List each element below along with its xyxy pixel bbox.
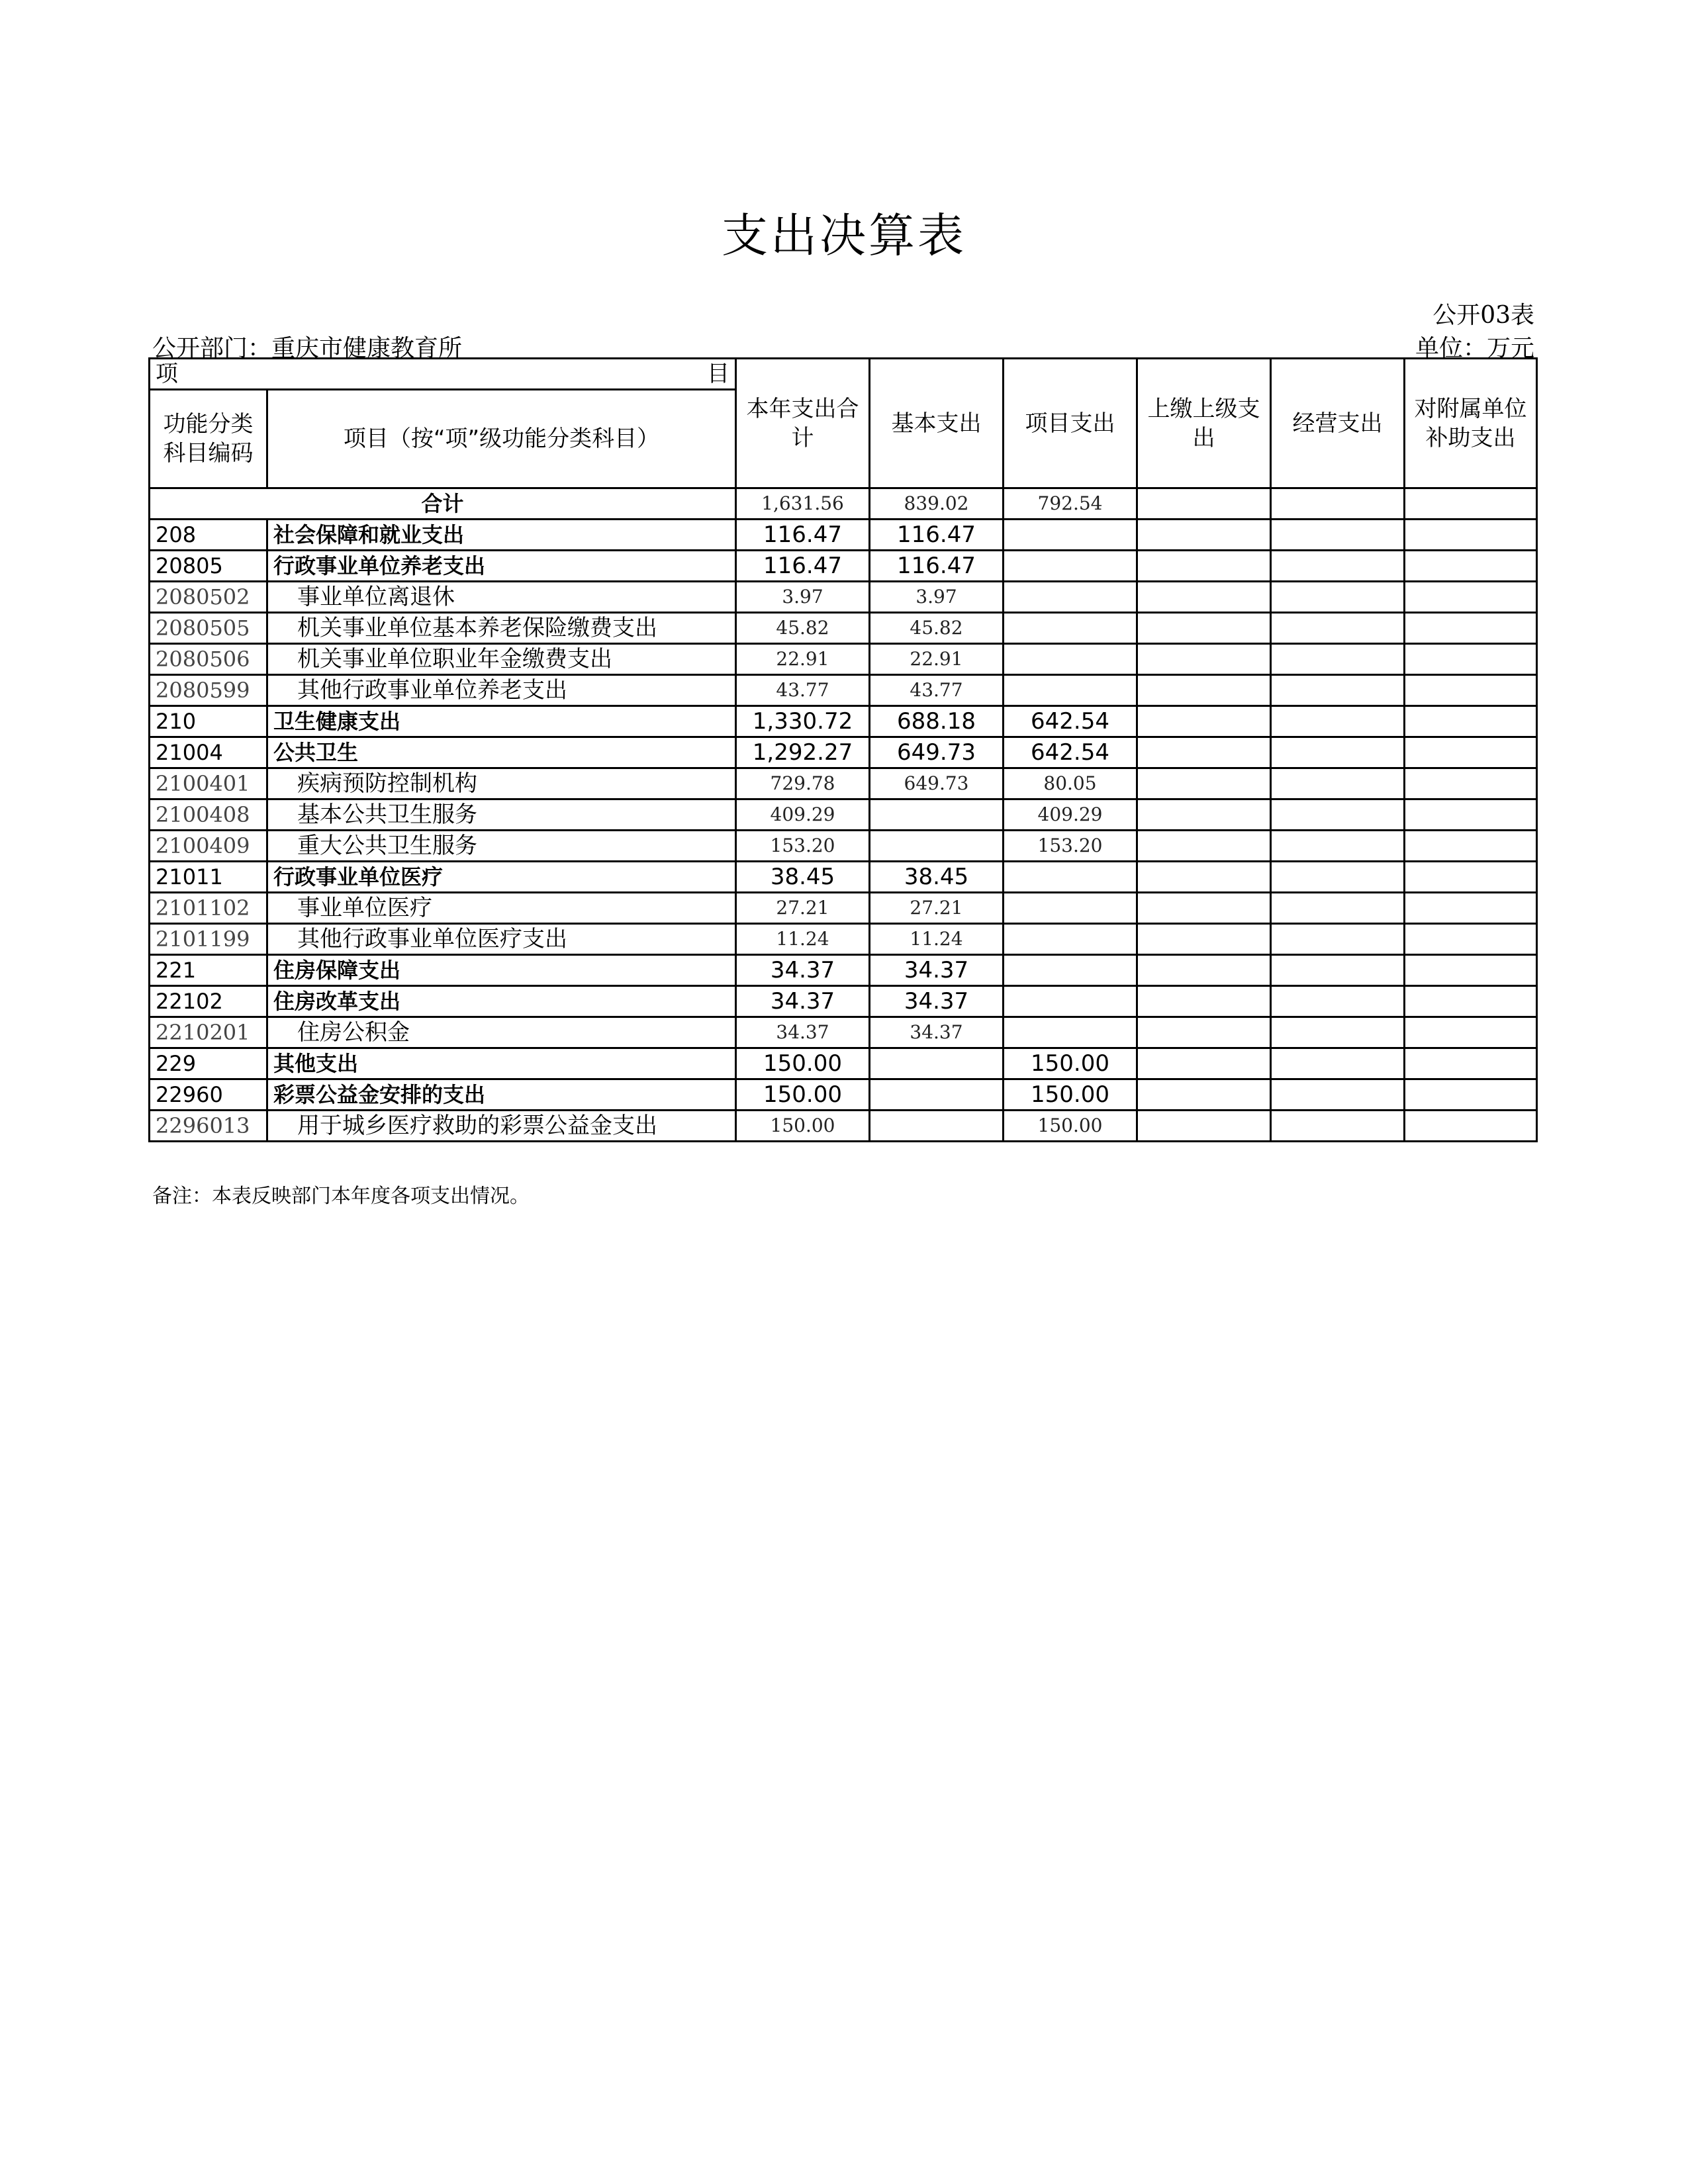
header-upper: 上缴上级支出 bbox=[1137, 359, 1271, 488]
table-row bbox=[150, 551, 1537, 582]
row-basic: 649.73 bbox=[870, 737, 1004, 768]
total-total: 1,631.56 bbox=[736, 488, 870, 520]
row-project bbox=[1004, 986, 1137, 1017]
row-project bbox=[1004, 893, 1137, 924]
row-total: 116.47 bbox=[736, 520, 870, 551]
table-row bbox=[150, 1111, 1537, 1142]
row-business bbox=[1271, 737, 1405, 768]
header-basic: 基本支出 bbox=[870, 359, 1004, 488]
row-total: 409.29 bbox=[736, 799, 870, 831]
header-business: 经营支出 bbox=[1271, 359, 1405, 488]
unit-label: 单位：万元 bbox=[1415, 335, 1534, 362]
row-business bbox=[1271, 924, 1405, 955]
row-total: 1,330.72 bbox=[736, 706, 870, 737]
header-project: 项目支出 bbox=[1004, 359, 1137, 488]
total-row bbox=[150, 488, 1537, 520]
row-total: 34.37 bbox=[736, 955, 870, 986]
row-upper bbox=[1137, 520, 1271, 551]
row-subsidiary bbox=[1405, 768, 1537, 799]
table-row bbox=[150, 520, 1537, 551]
row-upper bbox=[1137, 924, 1271, 955]
row-subsidiary bbox=[1405, 737, 1537, 768]
row-project bbox=[1004, 955, 1137, 986]
row-basic: 34.37 bbox=[870, 986, 1004, 1017]
row-code: 2080505 bbox=[150, 613, 267, 644]
row-name: 其他行政事业单位养老支出 bbox=[267, 675, 736, 706]
row-total: 22.91 bbox=[736, 644, 870, 675]
row-name: 基本公共卫生服务 bbox=[267, 799, 736, 831]
row-name: 其他支出 bbox=[267, 1048, 736, 1079]
header-xiang: 项 bbox=[156, 361, 178, 387]
row-project bbox=[1004, 613, 1137, 644]
row-upper bbox=[1137, 706, 1271, 737]
row-basic: 43.77 bbox=[870, 675, 1004, 706]
row-upper bbox=[1137, 986, 1271, 1017]
row-upper bbox=[1137, 768, 1271, 799]
table-row bbox=[150, 582, 1537, 613]
row-code: 2101102 bbox=[150, 893, 267, 924]
row-subsidiary bbox=[1405, 644, 1537, 675]
row-code: 22102 bbox=[150, 986, 267, 1017]
row-total: 150.00 bbox=[736, 1111, 870, 1142]
table-row bbox=[150, 675, 1537, 706]
row-business bbox=[1271, 862, 1405, 893]
row-code: 2080506 bbox=[150, 644, 267, 675]
row-subsidiary bbox=[1405, 986, 1537, 1017]
table-row bbox=[150, 1048, 1537, 1079]
row-total: 116.47 bbox=[736, 551, 870, 582]
row-business bbox=[1271, 613, 1405, 644]
row-total: 27.21 bbox=[736, 893, 870, 924]
row-business bbox=[1271, 582, 1405, 613]
header-total: 本年支出合计 bbox=[736, 359, 870, 488]
row-business bbox=[1271, 955, 1405, 986]
row-code: 22960 bbox=[150, 1079, 267, 1111]
row-business bbox=[1271, 644, 1405, 675]
row-code: 2210201 bbox=[150, 1017, 267, 1048]
expenditure-table bbox=[148, 357, 1538, 1142]
row-basic bbox=[870, 1111, 1004, 1142]
row-upper bbox=[1137, 551, 1271, 582]
row-upper bbox=[1137, 831, 1271, 862]
row-project bbox=[1004, 644, 1137, 675]
total-business bbox=[1271, 488, 1405, 520]
row-name: 彩票公益金安排的支出 bbox=[267, 1079, 736, 1111]
row-business bbox=[1271, 551, 1405, 582]
row-basic bbox=[870, 831, 1004, 862]
row-upper bbox=[1137, 644, 1271, 675]
row-project bbox=[1004, 924, 1137, 955]
row-upper bbox=[1137, 1111, 1271, 1142]
row-subsidiary bbox=[1405, 1079, 1537, 1111]
row-subsidiary bbox=[1405, 831, 1537, 862]
row-upper bbox=[1137, 893, 1271, 924]
row-subsidiary bbox=[1405, 799, 1537, 831]
row-subsidiary bbox=[1405, 955, 1537, 986]
row-basic bbox=[870, 1048, 1004, 1079]
header-name: 项目（按“项”级功能分类科目） bbox=[267, 390, 736, 488]
row-name: 行政事业单位医疗 bbox=[267, 862, 736, 893]
table-row bbox=[150, 955, 1537, 986]
row-basic: 34.37 bbox=[870, 1017, 1004, 1048]
table-row bbox=[150, 644, 1537, 675]
table-row bbox=[150, 613, 1537, 644]
table-row bbox=[150, 924, 1537, 955]
row-business bbox=[1271, 768, 1405, 799]
row-code: 2080502 bbox=[150, 582, 267, 613]
row-subsidiary bbox=[1405, 582, 1537, 613]
row-upper bbox=[1137, 675, 1271, 706]
row-name: 疾病预防控制机构 bbox=[267, 768, 736, 799]
header-mu: 目 bbox=[707, 361, 729, 387]
row-subsidiary bbox=[1405, 1017, 1537, 1048]
row-project: 409.29 bbox=[1004, 799, 1137, 831]
row-basic bbox=[870, 1079, 1004, 1111]
row-upper bbox=[1137, 1048, 1271, 1079]
row-code: 2100408 bbox=[150, 799, 267, 831]
row-total: 3.97 bbox=[736, 582, 870, 613]
row-code: 221 bbox=[150, 955, 267, 986]
row-basic: 649.73 bbox=[870, 768, 1004, 799]
row-basic: 45.82 bbox=[870, 613, 1004, 644]
row-name: 公共卫生 bbox=[267, 737, 736, 768]
row-business bbox=[1271, 520, 1405, 551]
row-subsidiary bbox=[1405, 924, 1537, 955]
row-code: 2296013 bbox=[150, 1111, 267, 1142]
row-project bbox=[1004, 1017, 1137, 1048]
header-row-1 bbox=[150, 359, 1537, 390]
row-total: 38.45 bbox=[736, 862, 870, 893]
row-basic: 11.24 bbox=[870, 924, 1004, 955]
row-basic: 3.97 bbox=[870, 582, 1004, 613]
row-total: 43.77 bbox=[736, 675, 870, 706]
footnote: 备注：本表反映部门本年度各项支出情况。 bbox=[152, 1185, 530, 1208]
row-project: 642.54 bbox=[1004, 737, 1137, 768]
row-business bbox=[1271, 893, 1405, 924]
row-total: 11.24 bbox=[736, 924, 870, 955]
row-basic: 27.21 bbox=[870, 893, 1004, 924]
row-business bbox=[1271, 1111, 1405, 1142]
row-total: 1,292.27 bbox=[736, 737, 870, 768]
row-subsidiary bbox=[1405, 520, 1537, 551]
row-upper bbox=[1137, 799, 1271, 831]
row-business bbox=[1271, 1048, 1405, 1079]
row-name: 其他行政事业单位医疗支出 bbox=[267, 924, 736, 955]
row-basic bbox=[870, 799, 1004, 831]
table-row bbox=[150, 737, 1537, 768]
row-total: 150.00 bbox=[736, 1048, 870, 1079]
total-subsidiary bbox=[1405, 488, 1537, 520]
row-upper bbox=[1137, 613, 1271, 644]
total-basic: 839.02 bbox=[870, 488, 1004, 520]
row-name: 行政事业单位养老支出 bbox=[267, 551, 736, 582]
row-code: 2100409 bbox=[150, 831, 267, 862]
row-code: 21011 bbox=[150, 862, 267, 893]
table-row bbox=[150, 986, 1537, 1017]
header-xiang-mu bbox=[150, 359, 736, 390]
row-name: 住房保障支出 bbox=[267, 955, 736, 986]
row-total: 153.20 bbox=[736, 831, 870, 862]
page-title: 支出决算表 bbox=[722, 208, 966, 263]
total-project: 792.54 bbox=[1004, 488, 1137, 520]
row-basic: 34.37 bbox=[870, 955, 1004, 986]
row-project: 80.05 bbox=[1004, 768, 1137, 799]
row-subsidiary bbox=[1405, 613, 1537, 644]
row-total: 729.78 bbox=[736, 768, 870, 799]
row-total: 34.37 bbox=[736, 1017, 870, 1048]
row-business bbox=[1271, 1079, 1405, 1111]
row-upper bbox=[1137, 862, 1271, 893]
row-code: 2101199 bbox=[150, 924, 267, 955]
row-business bbox=[1271, 1017, 1405, 1048]
table-row bbox=[150, 893, 1537, 924]
row-name: 卫生健康支出 bbox=[267, 706, 736, 737]
row-name: 住房改革支出 bbox=[267, 986, 736, 1017]
row-business bbox=[1271, 675, 1405, 706]
row-project: 642.54 bbox=[1004, 706, 1137, 737]
table-row bbox=[150, 862, 1537, 893]
row-name: 事业单位医疗 bbox=[267, 893, 736, 924]
row-code: 2080599 bbox=[150, 675, 267, 706]
row-subsidiary bbox=[1405, 675, 1537, 706]
row-basic: 688.18 bbox=[870, 706, 1004, 737]
total-upper bbox=[1137, 488, 1271, 520]
row-subsidiary bbox=[1405, 1048, 1537, 1079]
row-upper bbox=[1137, 737, 1271, 768]
row-subsidiary bbox=[1405, 706, 1537, 737]
row-total: 150.00 bbox=[736, 1079, 870, 1111]
row-basic: 22.91 bbox=[870, 644, 1004, 675]
row-basic: 38.45 bbox=[870, 862, 1004, 893]
row-code: 21004 bbox=[150, 737, 267, 768]
table-row bbox=[150, 706, 1537, 737]
row-subsidiary bbox=[1405, 1111, 1537, 1142]
row-project: 150.00 bbox=[1004, 1048, 1137, 1079]
row-total: 34.37 bbox=[736, 986, 870, 1017]
row-project bbox=[1004, 520, 1137, 551]
row-name: 事业单位离退休 bbox=[267, 582, 736, 613]
row-name: 社会保障和就业支出 bbox=[267, 520, 736, 551]
department-label: 公开部门：重庆市健康教育所 bbox=[152, 335, 463, 362]
row-code: 208 bbox=[150, 520, 267, 551]
table-row bbox=[150, 799, 1537, 831]
row-name: 用于城乡医疗救助的彩票公益金支出 bbox=[267, 1111, 736, 1142]
row-business bbox=[1271, 986, 1405, 1017]
row-name: 机关事业单位职业年金缴费支出 bbox=[267, 644, 736, 675]
header-code: 功能分类科目编码 bbox=[150, 390, 267, 488]
row-business bbox=[1271, 799, 1405, 831]
table-row bbox=[150, 1079, 1537, 1111]
row-upper bbox=[1137, 955, 1271, 986]
row-project bbox=[1004, 582, 1137, 613]
row-subsidiary bbox=[1405, 551, 1537, 582]
row-basic: 116.47 bbox=[870, 551, 1004, 582]
row-code: 2100401 bbox=[150, 768, 267, 799]
row-code: 20805 bbox=[150, 551, 267, 582]
row-upper bbox=[1137, 582, 1271, 613]
form-number: 公开03表 bbox=[1432, 302, 1534, 329]
row-code: 229 bbox=[150, 1048, 267, 1079]
row-upper bbox=[1137, 1017, 1271, 1048]
row-project: 153.20 bbox=[1004, 831, 1137, 862]
header-subsidiary: 对附属单位补助支出 bbox=[1405, 359, 1537, 488]
row-basic: 116.47 bbox=[870, 520, 1004, 551]
total-label: 合计 bbox=[150, 488, 736, 520]
row-total: 45.82 bbox=[736, 613, 870, 644]
row-name: 住房公积金 bbox=[267, 1017, 736, 1048]
table-row bbox=[150, 768, 1537, 799]
row-project: 150.00 bbox=[1004, 1111, 1137, 1142]
row-code: 210 bbox=[150, 706, 267, 737]
row-project bbox=[1004, 551, 1137, 582]
table-row bbox=[150, 1017, 1537, 1048]
table-row bbox=[150, 831, 1537, 862]
row-project bbox=[1004, 675, 1137, 706]
row-project bbox=[1004, 862, 1137, 893]
row-name: 重大公共卫生服务 bbox=[267, 831, 736, 862]
row-subsidiary bbox=[1405, 893, 1537, 924]
row-business bbox=[1271, 706, 1405, 737]
row-project: 150.00 bbox=[1004, 1079, 1137, 1111]
row-business bbox=[1271, 831, 1405, 862]
row-subsidiary bbox=[1405, 862, 1537, 893]
row-upper bbox=[1137, 1079, 1271, 1111]
row-name: 机关事业单位基本养老保险缴费支出 bbox=[267, 613, 736, 644]
